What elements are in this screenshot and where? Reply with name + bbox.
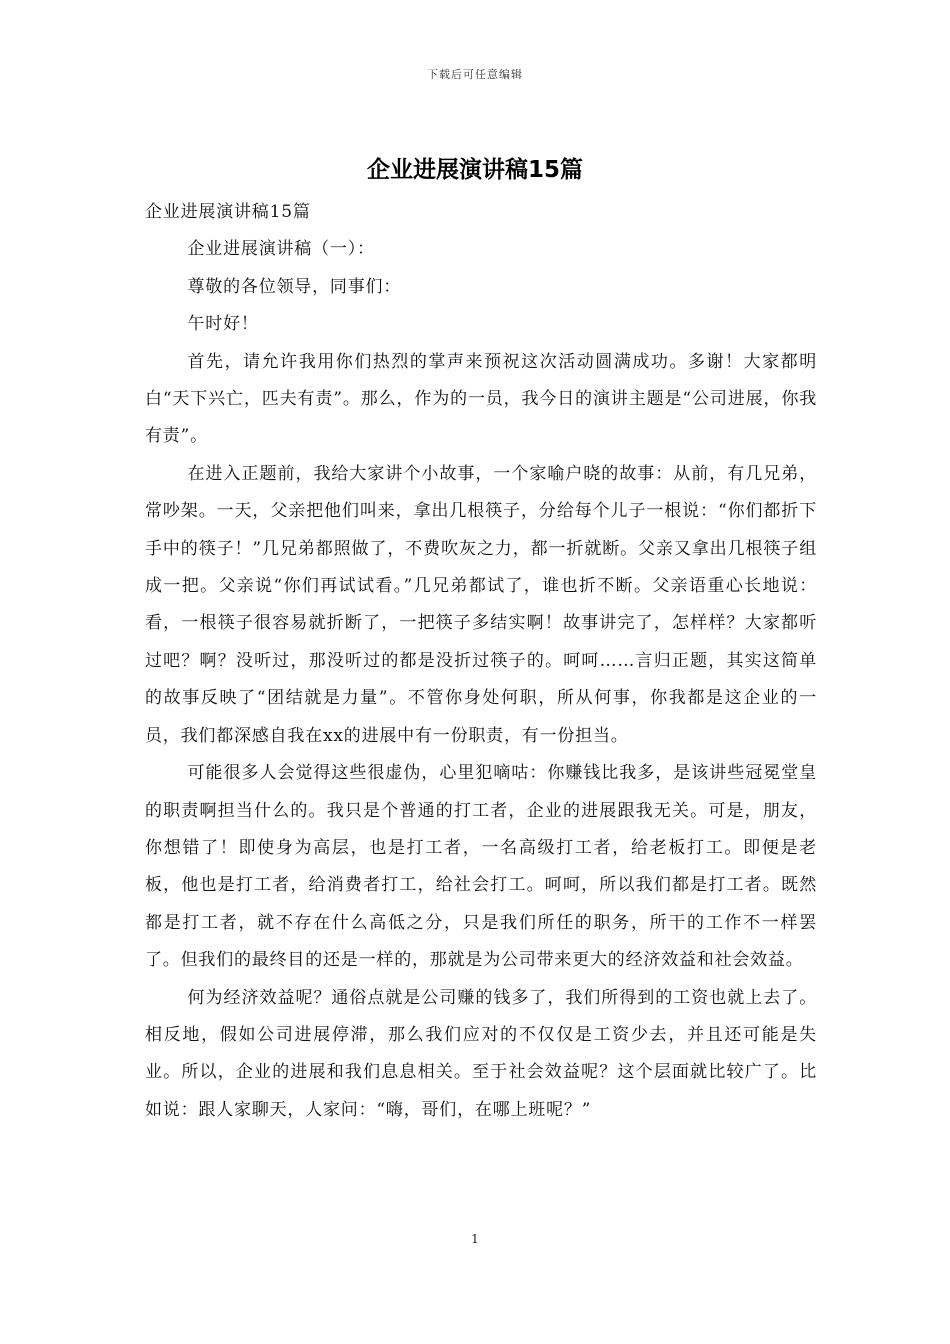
body-paragraph: 在进入正题前，我给大家讲个小故事，一个家喻户晓的故事：从前，有几兄弟，常吵架。一天，父亲把他们叫来，拿出几根筷子，分给每个儿子一根说：“你们都折下手中的筷子！”几兄弟都照做了，不费吹灰之力，都一折就断。父亲又拿出几根筷子组成一把。父亲说“你们再试试看。”几兄弟都试了，谁也折不断。父亲语重心长地说：看，一根筷子很容易就折断了，一把筷子多结实啊！故事讲完了，怎样样？大家都听过吧？啊？没听过，那没听过的都是没折过筷子的。呵呵……言归正题，其实这简单的故事反映了“团结就是力量”。不管你身处何职，所从何事，你我都是这企业的一员，我们都深感自我在xx的进展中有一份职责，有一份担当。: [145, 463, 817, 746]
subtitle-paragraph: 企业进展演讲稿15篇: [145, 202, 311, 222]
body-paragraph: 首先，请允许我用你们热烈的掌声来预祝这次活动圆满成功。多谢！大家都明白“天下兴亡，匹夫有责”。那么，作为的一员，我今日的演讲主题是“公司进展，你我有责”。: [145, 351, 817, 447]
page-number: 1: [471, 1232, 479, 1246]
greeting-paragraph: 午时好！: [187, 314, 259, 335]
salutation-paragraph: 尊敬的各位领导，同事们：: [187, 276, 402, 297]
speech-heading: 企业进展演讲稿（一）：: [187, 239, 375, 260]
page-header-note: 下载后可任意编辑: [427, 68, 523, 81]
document-body: [145, 194, 817, 1129]
body-paragraph: 可能很多人会觉得这些很虚伪，心里犯嘀咕：你赚钱比我多，是该讲些冠冕堂皇的职责啊担当什么的。我只是个普通的打工者，企业的进展跟我无关。可是，朋友，你想错了！即使身为高层，也是打工者，一名高级打工者，给老板打工。即便是老板，他也是打工者，给消费者打工，给社会打工。呵呵，所以我们都是打工者。既然都是打工者，就不存在什么高低之分，只是我们所任的职务，所干的工作不一样罢了。但我们的最终目的还是一样的，那就是为公司带来更大的经济效益和社会效益。: [145, 763, 817, 971]
document-title: 企业进展演讲稿15篇: [366, 157, 583, 183]
body-paragraph: 何为经济效益呢？通俗点就是公司赚的钱多了，我们所得到的工资也就上去了。相反地，假如公司进展停滞，那么我们应对的不仅仅是工资少去，并且还可能是失业。所以，企业的进展和我们息息相关。至于社会效益呢？这个层面就比较广了。比如说：跟人家聊天，人家问：“嗨，哥们，在哪上班呢？”: [145, 987, 817, 1120]
